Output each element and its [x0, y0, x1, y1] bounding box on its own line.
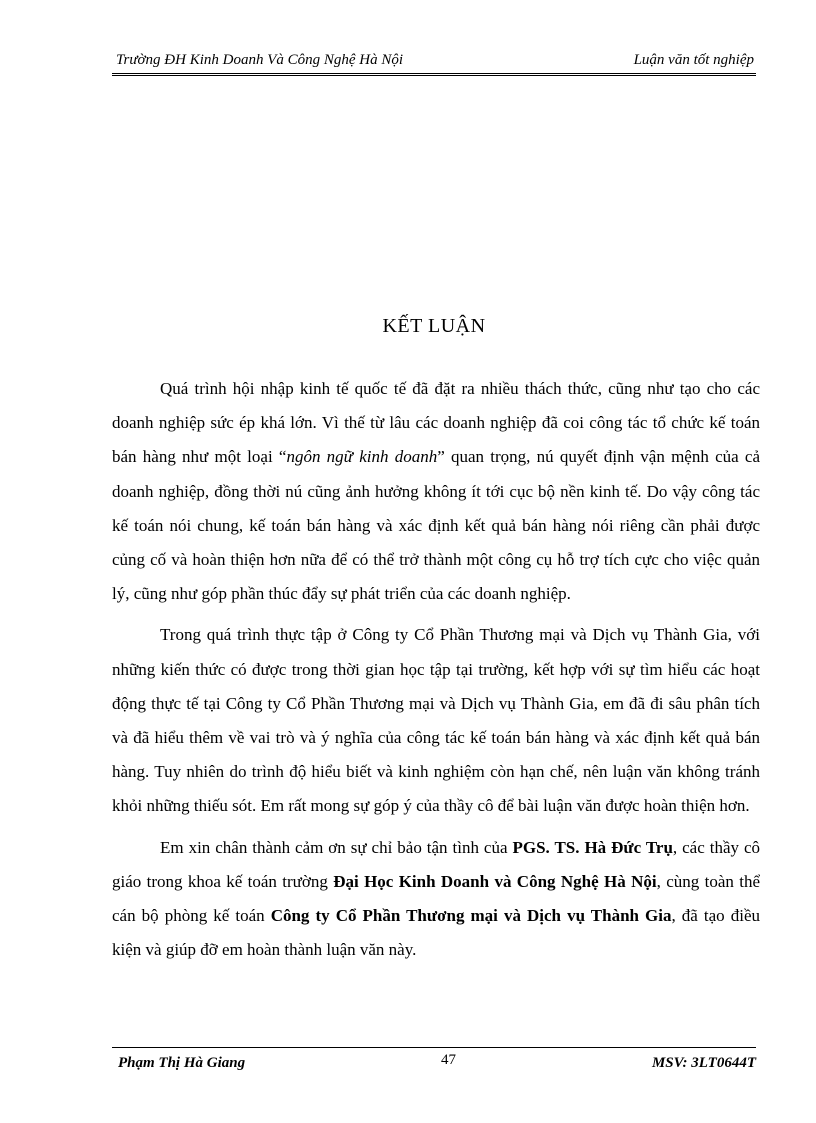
paragraph-3-text-c: , các thầy cô giáo trong khoa kế toán trường — [112, 837, 760, 891]
paragraph-3-text-e: , đã tạo điều kiện và giúp đỡ em hoàn thành luận văn này. — [112, 906, 760, 960]
paragraph-1-text-a: Quá trình hội nhập kinh tế quốc tế đã đặt ra nhiều thách thức, cũng như tạo cho các doanh nghiệp sức ép khá lớn. Vì thế từ lâu các doanh nghiệp đã coi công tác tổ chức kế toán bán hàng như một loại “ — [112, 379, 760, 467]
page-footer — [112, 1047, 756, 1076]
page-title: KẾT LUẬN — [382, 315, 486, 337]
paragraph-1-emphasis: ngôn ngữ kinh doanh — [286, 447, 438, 467]
paragraph-3-text-a: Em xin chân thành cảm ơn sự chỉ bảo tận tình của — [160, 837, 513, 857]
paragraph-1 — [112, 372, 760, 611]
document-body — [112, 372, 760, 974]
paragraph-2: Trong quá trình thực tập ở Công ty Cổ Phần Thương mại và Dịch vụ Thành Gia, với những kiến thức có được trong thời gian học tập tại trường, kết hợp với sự tìm hiểu các hoạt động thực tế tại Công ty Cổ Phần Thương mại và Dịch vụ Thành Gia, em đã đi sâu phân tích và đã hiểu thêm về vai trò và ý nghĩa của công tác kế toán bán hàng và xác định kết quả bán hàng. Tuy nhiên do trình độ hiểu biết và kinh nghiệm còn hạn chế, nên luận văn không tránh khỏi những thiếu sót. Em rất mong sự góp ý của thầy cô để bài luận văn được hoàn thiện hơn. — [112, 625, 760, 816]
footer-student-id: MSV: 3LT0644T — [651, 1055, 756, 1071]
supervisor-name: PGS. TS. Hà Đức Trụ — [512, 837, 673, 857]
paragraph-1-text-b: ” quan trọng, nú quyết định vận mệnh của cả doanh nghiệp, đồng thời nú cũng ảnh hưởng không ít tới cục bộ nền kinh tế. Do vậy công tác kế toán nói chung, kế toán bán hàng và xác định kết quả bán hàng nói riêng cần phải được củng cố và hoàn thiện hơn nữa để có thể trở thành một công cụ hỗ trợ tích cực cho việc quản lý, cũng như góp phần thúc đẩy sự phát triển của các doanh nghiệp. — [112, 447, 761, 604]
paragraph-3-text-d: , cùng toàn thể cán bộ phòng kế toán — [112, 871, 760, 926]
page-number: 47 — [441, 1052, 456, 1068]
page-header — [112, 50, 756, 76]
company-name: Công ty Cổ Phần Thương mại và Dịch vụ Thành Gia — [270, 906, 672, 926]
header-school-name: Trường ĐH Kinh Doanh Và Công Nghệ Hà Nội — [116, 52, 404, 68]
header-document-type: Luận văn tốt nghiệp — [633, 52, 754, 68]
paragraph-3 — [112, 831, 760, 968]
footer-author: Phạm Thị Hà Giang — [118, 1055, 246, 1071]
university-name: Đại Học Kinh Doanh và Công Nghệ Hà Nội — [333, 871, 657, 891]
